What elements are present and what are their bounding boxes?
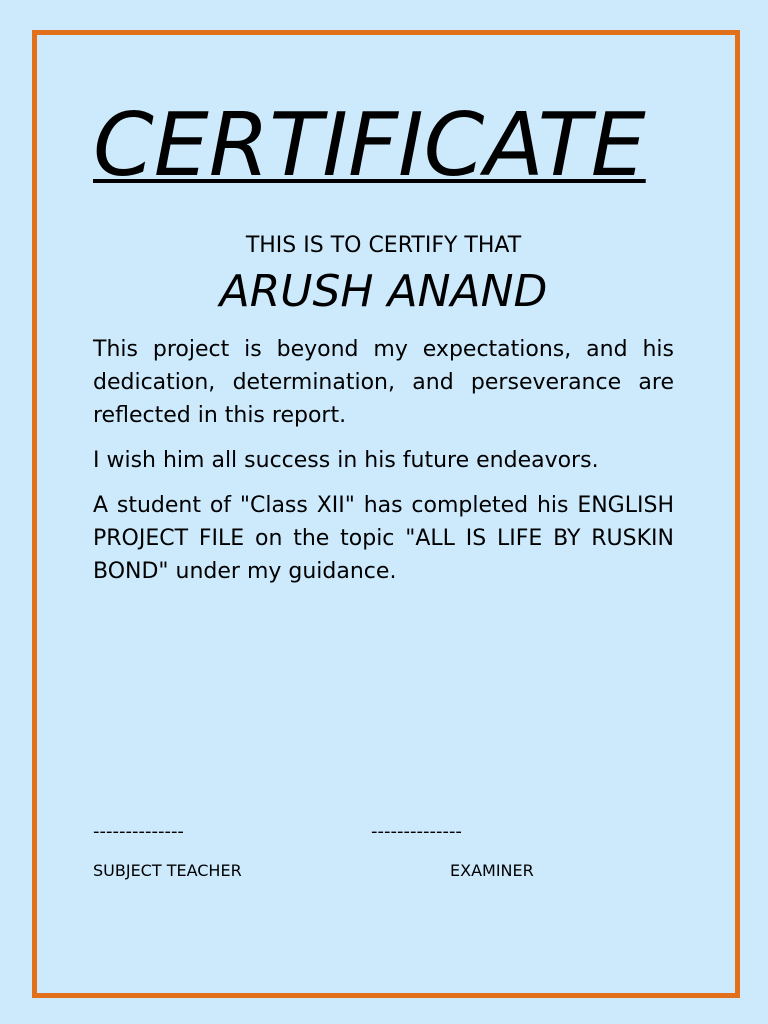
teacher-label: SUBJECT TEACHER xyxy=(93,861,242,880)
teacher-signature-line: -------------- xyxy=(93,821,184,842)
certificate-title: CERTIFICATE xyxy=(93,94,646,196)
recipient-name: ARUSH ANAND xyxy=(219,266,548,317)
certificate-content xyxy=(93,86,674,588)
examiner-label: EXAMINER xyxy=(450,861,534,880)
paragraph-expectations: This project is beyond my expectations, and his dedication, determination, and perseverance are reflected in this report. xyxy=(93,337,674,428)
examiner-signature-line: -------------- xyxy=(371,821,462,842)
certify-intro: THIS IS TO CERTIFY THAT xyxy=(245,233,522,258)
paragraph-wishes: I wish him all success in his future endeavors. xyxy=(93,448,599,473)
paragraph-project: A student of "Class XII" has completed his ENGLISH PROJECT FILE on the topic "ALL IS LIFE BY RUSKIN BOND" under my guidance. xyxy=(93,493,674,584)
